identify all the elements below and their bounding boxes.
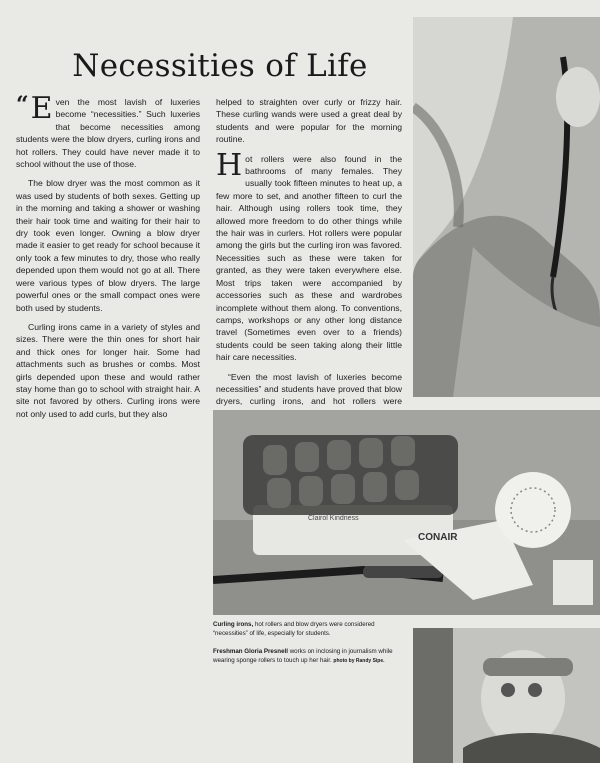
drop-cap: H (216, 147, 243, 183)
article-paragraph: helped to straighten over curly or frizzy hair. These curling wands were used a great deal by students and were popular for the morning routine. (216, 97, 402, 145)
caption-lead: Freshman Gloria Presnell (213, 648, 288, 655)
caption-text: works on inclosing in journalism while wearing sponge rollers to touch up her hair. (213, 648, 393, 664)
photo-caption (213, 621, 408, 638)
photo-illustration (213, 410, 600, 615)
article-column-1 (16, 91, 200, 427)
photo-hair-appliances (213, 410, 600, 615)
paragraph-text: “Even the most lavish of luxeries become necessities” and students have proved that blow dryers, curling irons, and hot rollers were (216, 371, 402, 407)
roller-brand-label: Clairol Kindness (308, 515, 359, 522)
photo-illustration (413, 628, 600, 763)
photo-curling-iron-girl (413, 17, 600, 397)
photo-illustration (413, 17, 600, 397)
opening-quote-mark: “ (16, 92, 29, 118)
photo-student-sponge-rollers (413, 628, 600, 763)
drop-cap: E (30, 91, 53, 126)
article-paragraph: The blow dryer was the most common as it was used by students of both sexes. Getting up in the morning and taking a shower or washing their hair took time and waiting for their hair to dry took even longer. Owning a blow dryer made it easier to get ready for school because it only took a few minutes to dry, those who really depended upon them would not go at all. There were various types of blow dryers. The large powerful ones or the small compact ones were both used by students. (16, 178, 200, 313)
article-paragraph (16, 91, 200, 170)
dryer-brand-label: CONAIR (418, 532, 458, 543)
article-column-2 (216, 96, 402, 442)
caption-lead: Curling irons, (213, 621, 254, 628)
photo-credit: photo by Randy Sipe. (333, 657, 385, 664)
page-title: Necessities of Life (72, 48, 368, 84)
article-paragraph (216, 147, 402, 364)
caption-text: hot rollers and blow dryers were considered “necessities” of life, especially for students. (213, 621, 375, 637)
article-paragraph: Curling irons came in a variety of styles and sizes. There were the thin ones for short hair and thick ones for longer hair. Some had attachments such as brushes or combs. Most girls depended upon these and would rather stay home than go to school with straight hair. A site not favored by others. Curling irons were not only used to add curls, but they also (16, 321, 200, 419)
photo-caption (213, 648, 408, 665)
paragraph-text: ot rollers were also found in the bathrooms of many females. They usually took fifteen minutes to heat up, a few more to set, and another fifteen to curl the hair. Although using rollers took time, they allowed more freedom to do other things while the hair was in curlers. Hot rollers were popular among the girls but the curling iron was favored. Necessities such as these were taken for granted, as they were taken everywhere else. Most trips taken were accompanied by accessories such as these and wardrobes incomplete without them along. To conventions, camps, workshops or any other long distance travel (Sometimes even over to a friends) students could be seen taking along their little hair care necessities. (216, 153, 402, 363)
paragraph-text: ven the most lavish of luxeries become “necessities.” Such luxeries that become necessities among students were the blow dryers, curling irons and hot rollers. They could have never made it to school without the use of those. (16, 97, 200, 170)
